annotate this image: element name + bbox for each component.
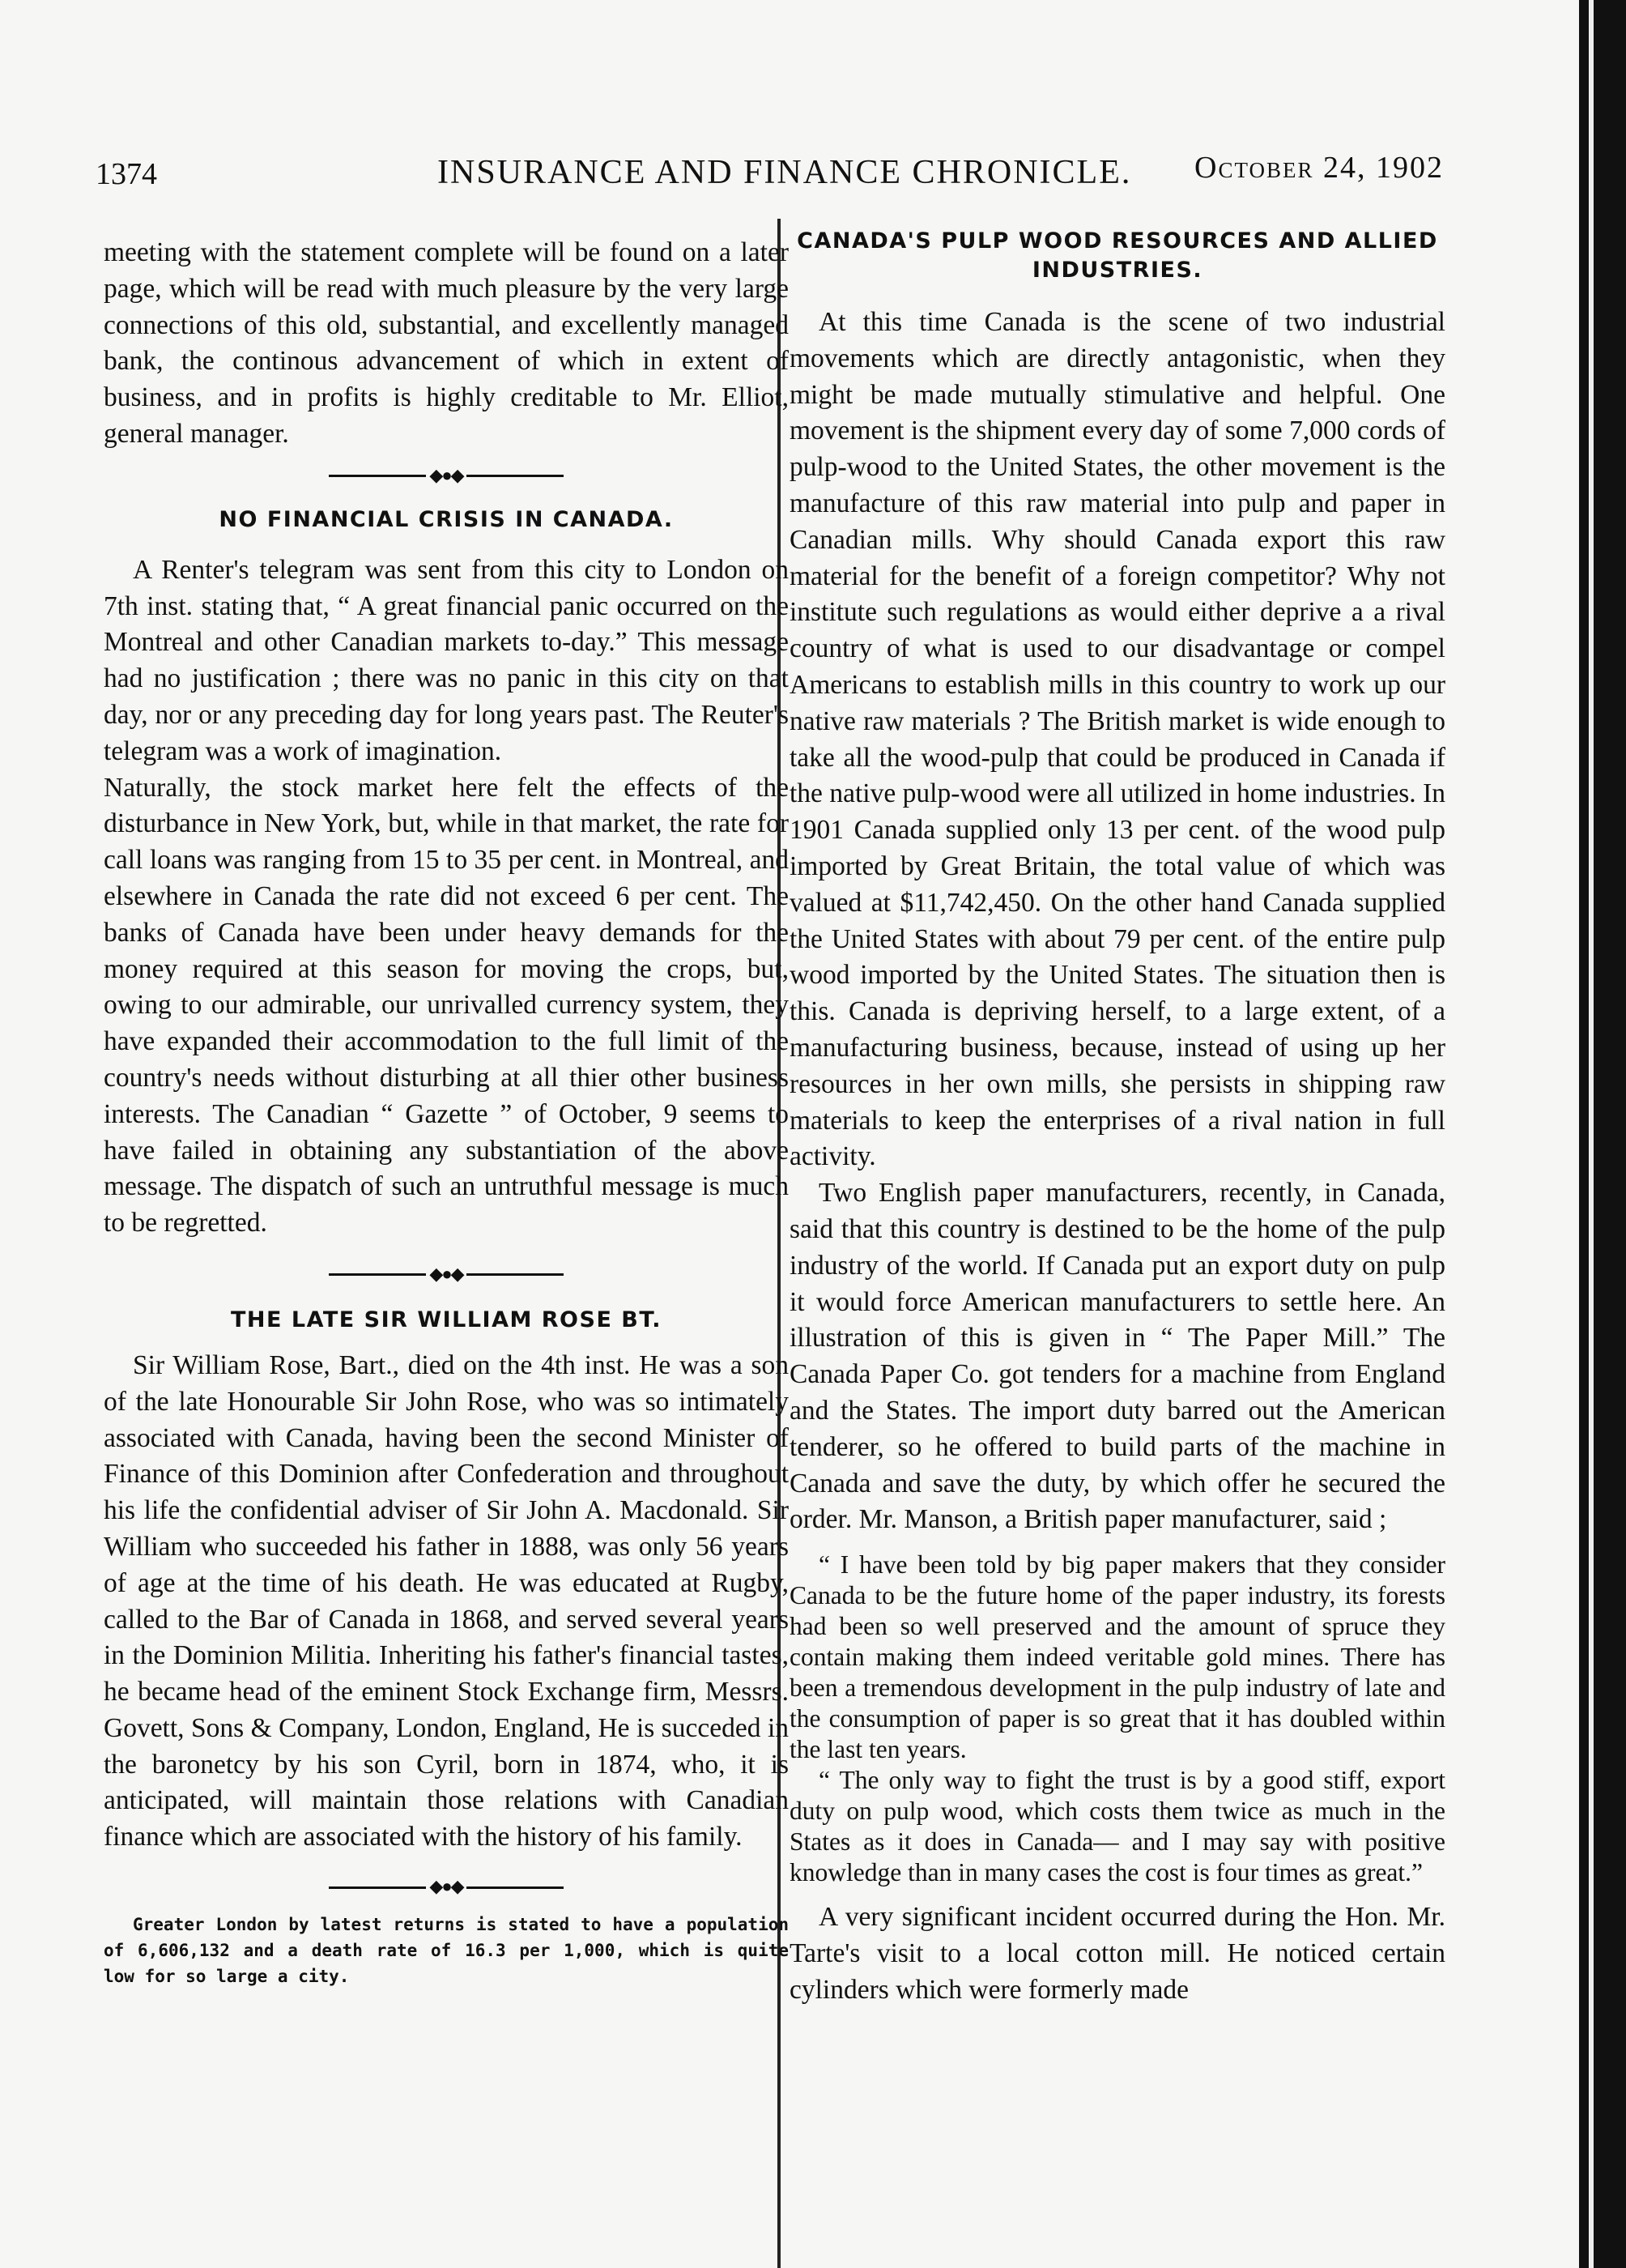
london-notice: Greater London by latest returns is stated to have a population of 6,606,132 and a death rate of 16.3 per 1,000, which is quite low for so large a city. [104,1915,789,1987]
pulp-paragraph-2: Two English paper manufacturers, recently, in Canada, said that this country is destined to be the home of the pulp industry of the world. If Canada put an export duty on pulp it would force American manufacturers to settle here. An illustration of this is given in “ The Paper Mill.” The Canada Paper Co. got tenders for a machine from England and the States. The import duty barred out the American tenderer, so he offered to build parts of the machine in Canada and save the duty, by which offer he secured the order. Mr. Manson, a British paper manufacturer, said ; [790,1178,1445,1535]
right-column [790,227,1445,2008]
issue-date: October 24, 1902 [1194,151,1444,185]
pulp-heading: CANADA'S PULP WOOD RESOURCES AND ALLIED INDUSTRIES. [797,228,1438,283]
manson-quote-1: “ I have been told by big paper makers that they consider Canada to be the future home of the paper industry, its forests had been so well preserved and the amount of spruce they contain making them indeed veritable gold mines. There has been a tremendous development in the pulp industry of late and the consumption of paper is so great that it has doubled within the last ten years. [790,1550,1445,1764]
pulp-paragraph-3: A very significant incident occurred during the Hon. Mr. Tarte's visit to a local cotton mill. He noticed certain cylinders which were formerly made [790,1902,1445,2005]
crisis-paragraph-2: Naturally, the stock market here felt the effects of the disturbance in New York, but, while in that market, the rate for call loans was ranging from 15 to 35 per cent. in Montreal, and elsewhere in Canada the rate did not exceed 6 per cent. The banks of Canada have been under heavy demands for the money required at this season for moving the crops, but, owing to our admirable, our unrivalled currency system, they have expanded their accommodation to the full limit of the country's needs without disturbing at all thier other business interests. The Canadian “ Gazette ” of October, 9 seems to have failed in obtaining any substantiation of the above message. The dispatch of such an untruthful message is much to be regretted. [104,772,789,1238]
pulp-paragraph-1: At this time Canada is the scene of two industrial movements which are directly antagonistic, when they might be made mutually stimulative and helpful. One movement is the shipment every day of some 7,000 cords of pulp-wood to the United States, the other movement is the manufacture of this raw material into pulp and paper in Canadian mills. Why should Canada export this raw material for the benefit of a foreign competitor? Why not institute such regulations as would either deprive a a rival country of what is used to our disadvantage or compel Americans to establish mills in this country to work up our native raw materials ? The British market is wide enough to take all the wood-pulp that could be produced in Canada if the native pulp-wood were all utilized in home industries. In 1901 Canada supplied only 13 per cent. of the wood pulp imported by Great Britain, the total value of which was valued at $11,742,450. On the other hand Canada supplied the United States with about 79 per cent. of the entire pulp wood imported by the United States. The situation then is this. Canada is depriving herself, to a large extent, of a manufacturing business, because, instead of using up her resources in her own mills, she persists in shipping raw materials to keep the enterprises of a rival nation in full activity. [790,307,1445,1172]
ornament-divider: ◆●◆ [104,1874,789,1899]
left-column [104,235,789,1989]
ornament-divider: ◆●◆ [104,463,789,488]
page-edge [1579,0,1626,2268]
rose-heading: THE LATE SIR WILLIAM ROSE BT. [231,1307,662,1332]
crisis-paragraph-1: A Renter's telegram was sent from this city to London on 7th inst. stating that, “ A great financial panic occurred on the Montreal and other Canadian markets to-day.” This message had no justification ; there was no panic in this city on that day, nor or any preceding day for long years past. The Reuter's telegram was a work of imagination. [104,554,789,766]
crisis-heading: NO FINANCIAL CRISIS IN CANADA. [219,506,674,532]
journal-title: INSURANCE AND FINANCE CHRONICLE. [437,154,1132,191]
ornament-divider: ◆●◆ [104,1261,789,1286]
bank-article-continuation: meeting with the statement complete will be found on a later page, which will be read with much pleasure by the very large connections of this old, substantial, and excellently managed bank, the continous advancement of which in extent of business, and in profits is highly creditable to Mr. Elliot, general manager. [104,237,789,449]
page-header [0,150,1579,198]
rose-paragraph: Sir William Rose, Bart., died on the 4th inst. He was a son of the late Honourable Sir John Rose, who was so intimately associated with Canada, having been the second Minister of Finance of this Dominion after Confederation and throughout his life the confidential adviser of Sir John A. Macdonald. Sir William who succeeded his father in 1888, was only 56 years of age at the time of his death. He was educated at Rugby, called to the Bar of Canada in 1868, and served several years in the Dominion Militia. Inheriting his father's financial tastes, he became head of the eminent Stock Exchange firm, Messrs. Govett, Sons & Company, London, England, He is succeded in the baronetcy by his son Cyril, born in 1874, who, it is anticipated, will maintain those relations with Canadian finance which are associated with the history of his family. [104,1349,789,1852]
manson-quote-2: “ The only way to fight the trust is by a good stiff, export duty on pulp wood, which costs them twice as much in the States as it does in Canada— and I may say with positive knowledge than in many cases the cost is four times as great.” [790,1766,1445,1887]
page-number: 1374 [96,157,157,191]
